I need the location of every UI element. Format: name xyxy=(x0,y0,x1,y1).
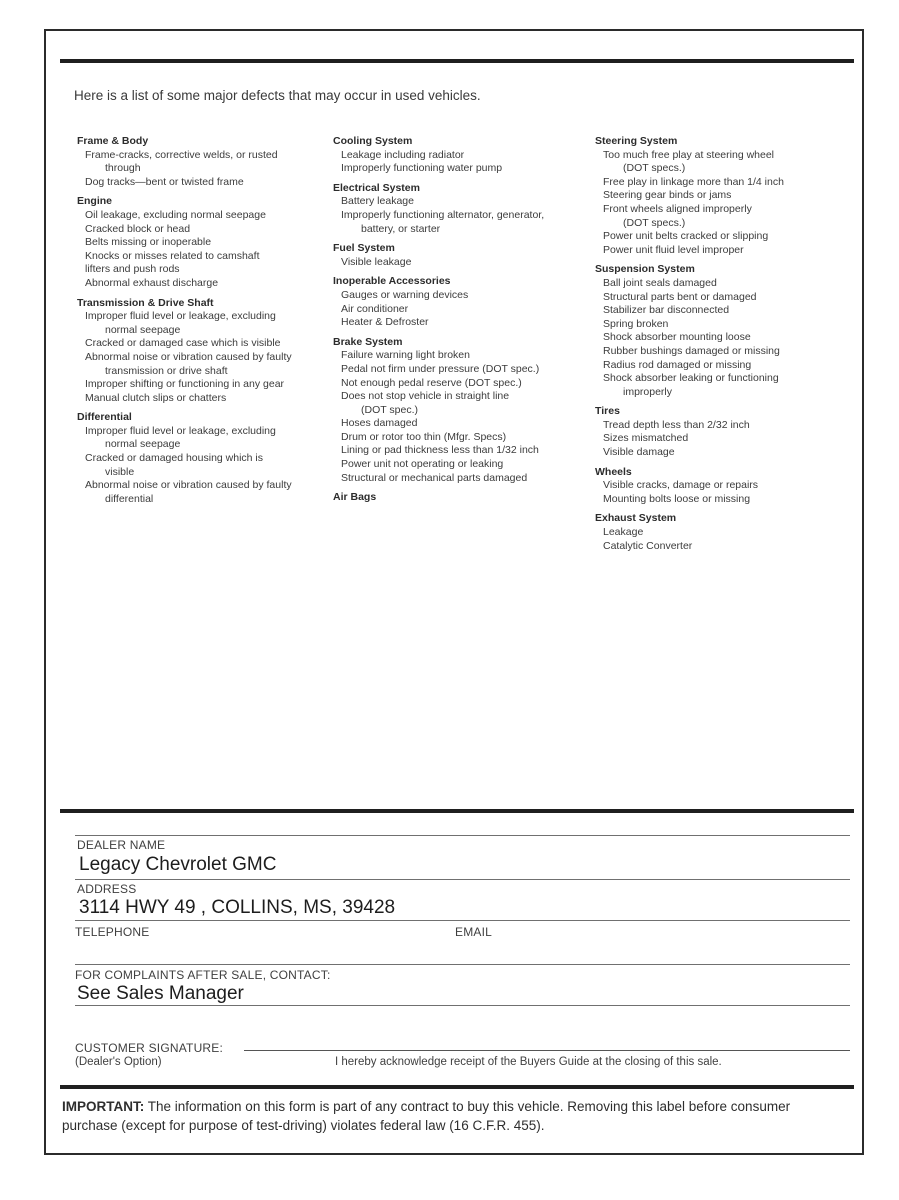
defect-item: Air conditioner xyxy=(341,302,409,315)
defects-column-3 xyxy=(595,135,851,559)
defect-item: Leakage including radiator xyxy=(341,148,465,161)
defect-section xyxy=(595,135,851,257)
defect-item: Visible cracks, damage or repairs xyxy=(603,479,759,492)
defect-item-continuation: transmission or drive shaft xyxy=(105,364,228,377)
top-divider-rule xyxy=(60,59,854,63)
defect-item: Knocks or misses related to camshaft xyxy=(85,249,260,262)
address-value: 3114 HWY 49 , COLLINS, MS, 39428 xyxy=(79,897,396,918)
defect-item: Visible leakage xyxy=(341,255,412,268)
defect-item: Dog tracks—bent or twisted frame xyxy=(85,175,244,188)
dealer-section-divider-rule xyxy=(60,809,854,813)
defect-section-title: Engine xyxy=(77,195,113,208)
defect-item: Abnormal noise or vibration caused by faulty xyxy=(85,350,292,363)
defect-item: Oil leakage, excluding normal seepage xyxy=(85,208,266,221)
defects-column-2 xyxy=(333,135,589,511)
defect-item: Tread depth less than 2/32 inch xyxy=(603,418,750,431)
defect-item-continuation: visible xyxy=(105,465,135,478)
defect-item: Stabilizer bar disconnected xyxy=(603,304,730,317)
defect-section-title: Suspension System xyxy=(595,263,695,276)
customer-signature-line xyxy=(244,1050,850,1051)
defect-item: Belts missing or inoperable xyxy=(85,236,212,249)
defect-item: Shock absorber mounting loose xyxy=(603,331,751,344)
telephone-label: TELEPHONE xyxy=(75,925,150,939)
important-text: The information on this form is part of any contract to buy this vehicle. Removing this label before consumer purchase (except for purpose of test-driving) violates federal law (16 C.F.R. 455). xyxy=(62,1099,791,1133)
defect-section xyxy=(333,336,589,486)
defect-section-title: Brake System xyxy=(333,335,403,348)
defect-item: Cracked or damaged case which is visible xyxy=(85,337,281,350)
complaints-contact-label: FOR COMPLAINTS AFTER SALE, CONTACT: xyxy=(75,968,331,982)
defect-item: Cracked block or head xyxy=(85,222,191,235)
defect-item: Cracked or damaged housing which is xyxy=(85,452,264,465)
defect-section xyxy=(77,135,333,189)
dealer-name-top-line xyxy=(75,835,850,836)
defect-section xyxy=(333,182,589,236)
dealers-option-label: (Dealer's Option) xyxy=(75,1056,162,1068)
defect-item: Improperly functioning water pump xyxy=(341,162,503,175)
defect-section xyxy=(595,512,851,553)
defect-section xyxy=(595,466,851,507)
defect-item: Improperly functioning alternator, generator, xyxy=(341,208,545,221)
complaints-top-line xyxy=(75,964,850,965)
defect-section-title: Transmission & Drive Shaft xyxy=(77,296,214,309)
defect-item: Structural or mechanical parts damaged xyxy=(341,471,528,484)
dealer-name-label: DEALER NAME xyxy=(77,838,166,852)
defect-section xyxy=(333,491,589,505)
important-label: IMPORTANT: xyxy=(62,1099,145,1114)
defect-section-title: Tires xyxy=(595,405,620,418)
defect-section xyxy=(333,275,589,329)
defect-item: Not enough pedal reserve (DOT spec.) xyxy=(341,376,522,389)
defect-item: Rubber bushings damaged or missing xyxy=(603,344,780,357)
defect-item: Improper shifting or functioning in any gear xyxy=(85,378,285,391)
defect-section-title: Exhaust System xyxy=(595,512,677,525)
defect-item-continuation: through xyxy=(105,162,141,175)
defect-item: Structural parts bent or damaged xyxy=(603,290,757,303)
defect-section xyxy=(77,411,333,506)
defect-section-title: Frame & Body xyxy=(77,135,149,147)
defect-item: Improper fluid level or leakage, excluding xyxy=(85,310,276,323)
telephone-top-line xyxy=(75,920,850,921)
defect-section xyxy=(77,297,333,406)
buyers-guide-back-page xyxy=(44,29,864,1155)
complaints-contact-value: See Sales Manager xyxy=(77,983,244,1004)
defect-section-title: Differential xyxy=(77,411,132,424)
defect-item: Free play in linkage more than 1/4 inch xyxy=(603,175,784,188)
dealer-name-value: Legacy Chevrolet GMC xyxy=(79,854,277,875)
defect-item: Pedal not firm under pressure (DOT spec.) xyxy=(341,362,540,375)
complaints-bottom-line xyxy=(75,1005,850,1006)
defect-item: Failure warning light broken xyxy=(341,349,470,362)
defect-section-title: Steering System xyxy=(595,135,678,147)
defect-item: Power unit fluid level improper xyxy=(603,243,744,256)
defect-item: Spring broken xyxy=(603,317,669,330)
defect-item: lifters and push rods xyxy=(85,263,180,276)
defect-item-continuation: improperly xyxy=(623,385,673,398)
defect-item: Does not stop vehicle in straight line xyxy=(341,390,510,403)
defect-item: Manual clutch slips or chatters xyxy=(85,391,227,404)
defect-item: Radius rod damaged or missing xyxy=(603,358,752,371)
customer-signature-label: CUSTOMER SIGNATURE: xyxy=(75,1041,224,1055)
defect-section-title: Inoperable Accessories xyxy=(333,275,451,288)
defect-item-continuation: normal seepage xyxy=(105,438,181,451)
address-top-line xyxy=(75,879,850,880)
defect-item-continuation: (DOT specs.) xyxy=(623,216,686,229)
defect-item: Too much free play at steering wheel xyxy=(603,148,775,161)
defect-item: Ball joint seals damaged xyxy=(603,276,717,289)
signature-acknowledgement-note: I hereby acknowledge receipt of the Buyers Guide at the closing of this sale. xyxy=(335,1056,722,1068)
defect-item: Power unit belts cracked or slipping xyxy=(603,230,769,243)
defect-item-continuation: battery, or starter xyxy=(361,222,441,235)
defect-section-title: Fuel System xyxy=(333,242,395,255)
defect-item: Shock absorber leaking or functioning xyxy=(603,372,779,385)
defect-item: Battery leakage xyxy=(341,195,414,208)
defect-item-continuation: (DOT spec.) xyxy=(361,403,418,416)
defect-item: Abnormal noise or vibration caused by faulty xyxy=(85,479,292,492)
footer-divider-rule xyxy=(60,1085,854,1089)
defect-item-continuation: differential xyxy=(105,492,154,505)
defects-column-1 xyxy=(77,135,333,512)
defect-item: Front wheels aligned improperly xyxy=(603,202,752,215)
defect-item: Lining or pad thickness less than 1/32 inch xyxy=(341,444,539,457)
defect-section-title: Electrical System xyxy=(333,181,420,194)
defect-item-continuation: normal seepage xyxy=(105,323,181,336)
defect-item: Improper fluid level or leakage, excluding xyxy=(85,424,276,437)
defect-item: Catalytic Converter xyxy=(603,539,693,552)
important-note xyxy=(62,1097,834,1135)
defect-item: Drum or rotor too thin (Mfgr. Specs) xyxy=(341,430,507,443)
defect-item: Power unit not operating or leaking xyxy=(341,458,504,471)
defect-item: Visible damage xyxy=(603,446,675,459)
defect-section xyxy=(333,242,589,269)
defect-item-continuation: (DOT specs.) xyxy=(623,162,686,175)
defect-item: Frame-cracks, corrective welds, or rusted xyxy=(85,148,278,161)
address-label: ADDRESS xyxy=(77,882,137,896)
defect-item: Steering gear binds or jams xyxy=(603,189,732,202)
defect-item: Abnormal exhaust discharge xyxy=(85,276,219,289)
defect-section-title: Wheels xyxy=(595,465,632,478)
defect-section xyxy=(77,195,333,290)
defect-section xyxy=(595,405,851,459)
defects-intro-text: Here is a list of some major defects that may occur in used vehicles. xyxy=(74,88,481,103)
defect-section xyxy=(333,135,589,176)
defect-item: Hoses damaged xyxy=(341,417,418,430)
defect-item: Leakage xyxy=(603,526,644,539)
email-label: EMAIL xyxy=(455,925,493,939)
defect-section xyxy=(595,263,851,399)
defect-item: Mounting bolts loose or missing xyxy=(603,492,751,505)
defect-section-title: Cooling System xyxy=(333,135,413,147)
defect-item: Sizes mismatched xyxy=(603,432,689,445)
defect-item: Heater & Defroster xyxy=(341,316,429,329)
defect-section-title: Air Bags xyxy=(333,491,377,504)
defect-item: Gauges or warning devices xyxy=(341,288,469,301)
